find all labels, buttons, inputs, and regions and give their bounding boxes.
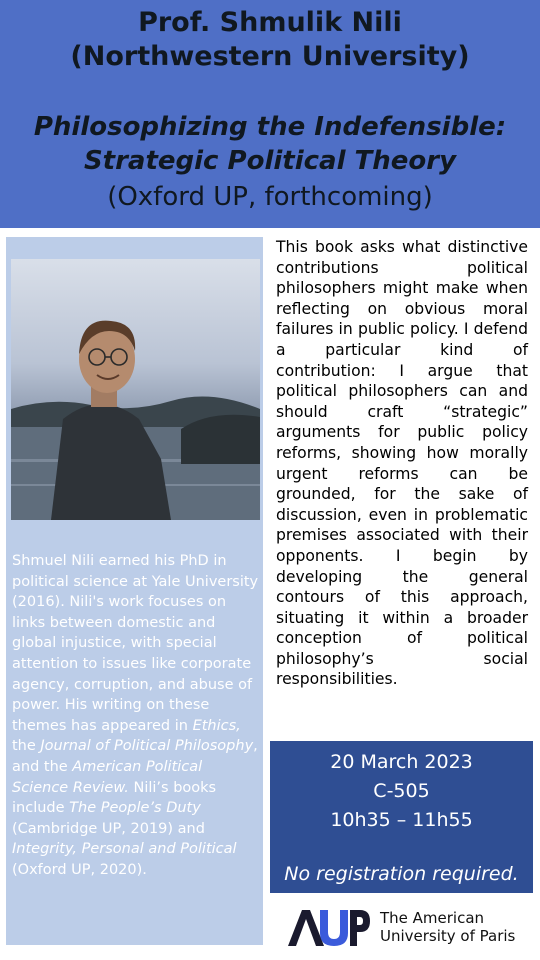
aup-logo	[288, 905, 528, 951]
event-date: 20 March 2023	[330, 751, 473, 773]
bio-text: Nili’s books include	[12, 779, 217, 817]
bio-text: (Cambridge UP, 2019) and	[12, 820, 205, 837]
speaker-institution: (Northwestern University)	[70, 41, 470, 72]
logo-line1: The American	[380, 909, 485, 927]
speaker-portrait-image	[11, 259, 260, 520]
event-room: C-505	[373, 780, 430, 802]
book-title-line1: Philosophizing the Indefensible:	[33, 112, 507, 142]
bio-book-integrity: Integrity, Personal and Political	[12, 841, 237, 858]
speaker-name: Prof. Shmulik Nili	[138, 7, 402, 38]
bio-text: Shmuel Nili earned his PhD in political science at Yale University (2016). Nili's work focuses on links between domestic and global injustice, with special attention to issues like corporate agency, corruption, and abuse of power. His writing on these themes has appeared in	[12, 553, 259, 734]
registration-note: No registration required.	[284, 863, 519, 885]
book-abstract: This book asks what distinctive contributions political philosophers might make when reflecting on obvious moral failures in public policy. I defend a particular kind of contribution: I argue that political philosophers can and should craft “strategic” arguments for public policy reforms, showing how morally urgent reforms can be grounded, for the sake of discussion, even in problematic premises associated with their opponents. I begin by developing the general contours of this approach, situating it within a broader conception of political philosophy’s social responsibilities.	[276, 238, 528, 689]
bio-book-peoples-duty: The People’s Duty	[69, 800, 201, 817]
bio-journal-jpp: Journal of Political Philosophy	[40, 738, 254, 755]
speaker-panel	[6, 237, 263, 945]
bio-text: the	[12, 738, 41, 755]
event-details-box	[270, 741, 533, 893]
header-banner	[0, 0, 540, 228]
event-time: 10h35 – 11h55	[330, 809, 473, 831]
bio-journal-ethics: Ethics,	[192, 717, 241, 734]
aup-logo-mark-icon	[288, 908, 370, 948]
bio-journal-apsr: American Political Science Review.	[12, 758, 203, 796]
book-title-line2: Strategic Political Theory	[83, 146, 457, 176]
bio-text: , and the	[12, 738, 258, 775]
book-publisher: (Oxford UP, forthcoming)	[107, 182, 433, 212]
speaker-photo	[11, 259, 260, 520]
logo-line2: University of Paris	[380, 927, 516, 945]
aup-logo-text	[380, 909, 515, 945]
bio-text: (Oxford UP, 2020).	[12, 861, 147, 878]
speaker-bio	[12, 551, 262, 881]
